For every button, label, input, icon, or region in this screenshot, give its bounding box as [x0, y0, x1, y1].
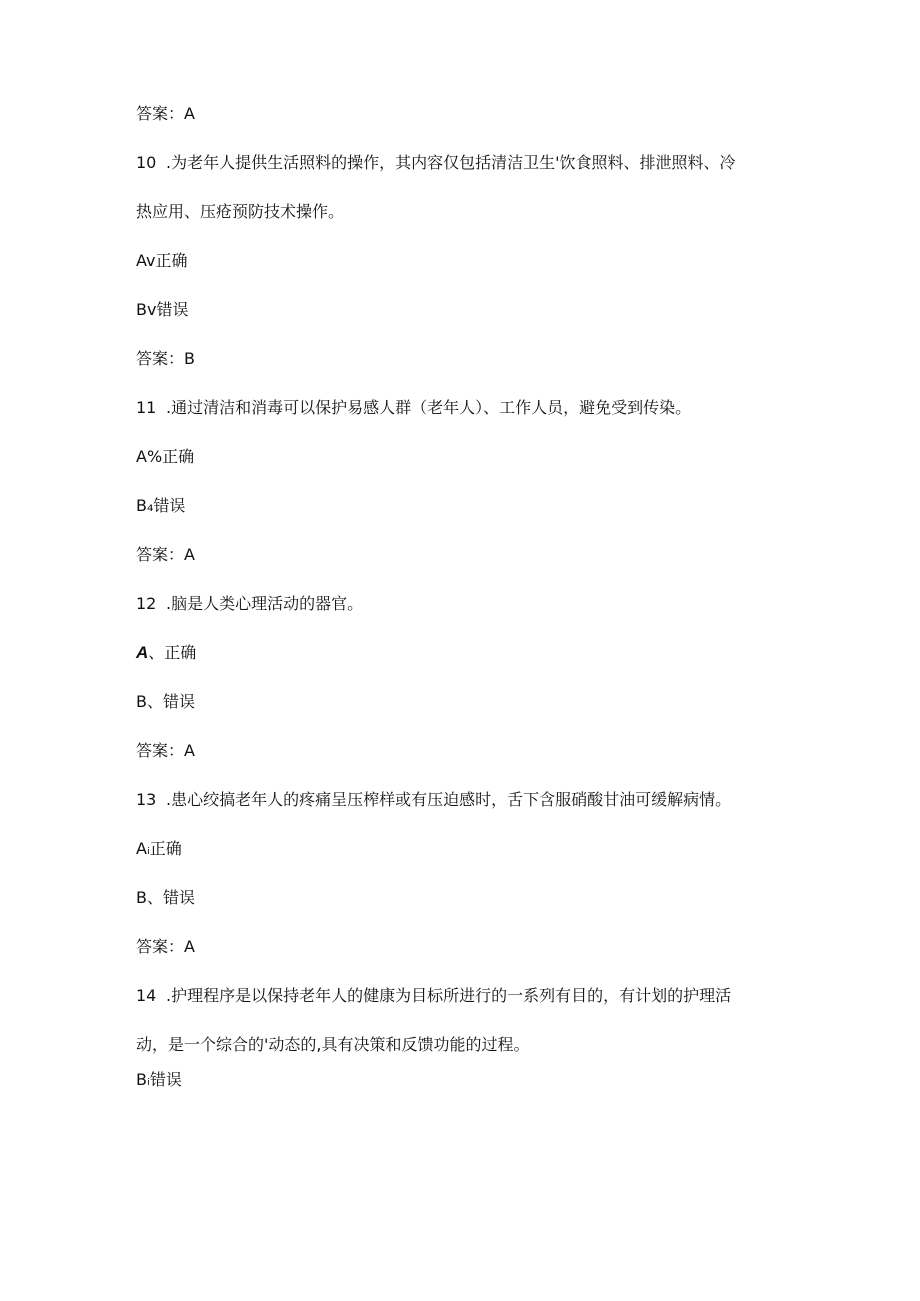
question-number: 12: [136, 594, 157, 613]
option-b: B₄错误: [136, 496, 186, 515]
question-14-continuation: 动，是一个综合的'动态的,具有决策和反馈功能的过程。: [136, 1035, 530, 1054]
option-a: [136, 643, 196, 663]
question-text: .护理程序是以保持老年人的健康为目标所进行的一系列有目的，有计划的护理活: [166, 986, 732, 1005]
question-14: [136, 986, 731, 1006]
option-a: A%正确: [136, 447, 195, 466]
question-number: 14: [136, 986, 157, 1005]
option-b: B、错误: [136, 692, 195, 711]
question-number: 11: [136, 398, 157, 417]
option-a: Aᵢ正确: [136, 839, 182, 858]
option-b: Bv错误: [136, 300, 189, 319]
answer-12: 答案：A: [136, 741, 195, 760]
question-number: 13: [136, 790, 157, 809]
question-text: .脑是人类心理活动的器官。: [166, 594, 364, 613]
question-number: 10: [136, 153, 157, 172]
answer-10: 答案：B: [136, 349, 195, 368]
question-text: .为老年人提供生活照料的操作，其内容仅包括清洁卫生'饮食照料、排泄照料、冷: [166, 153, 736, 172]
answer-9: 答案：A: [136, 104, 195, 123]
question-12: [136, 594, 363, 614]
question-10: [136, 153, 736, 173]
question-text: .通过清洁和消毒可以保护易感人群（老年人）、工作人员，避免受到传染。: [166, 398, 692, 417]
answer-11: 答案：A: [136, 545, 195, 564]
question-11: [136, 398, 691, 418]
question-10-continuation: 热应用、压疮预防技术操作。: [136, 202, 345, 221]
answer-13: 答案：A: [136, 937, 195, 956]
option-text: 、正确: [148, 643, 197, 662]
option-letter: A: [136, 643, 149, 662]
option-b: Bᵢ错误: [136, 1070, 182, 1089]
question-text: .患心绞搞老年人的疼痛呈压榨样或有压迫感时，舌下含服硝酸甘油可缓解病情。: [166, 790, 732, 809]
option-a: Av正确: [136, 251, 188, 270]
question-13: [136, 790, 731, 810]
option-b: B、错误: [136, 888, 195, 907]
